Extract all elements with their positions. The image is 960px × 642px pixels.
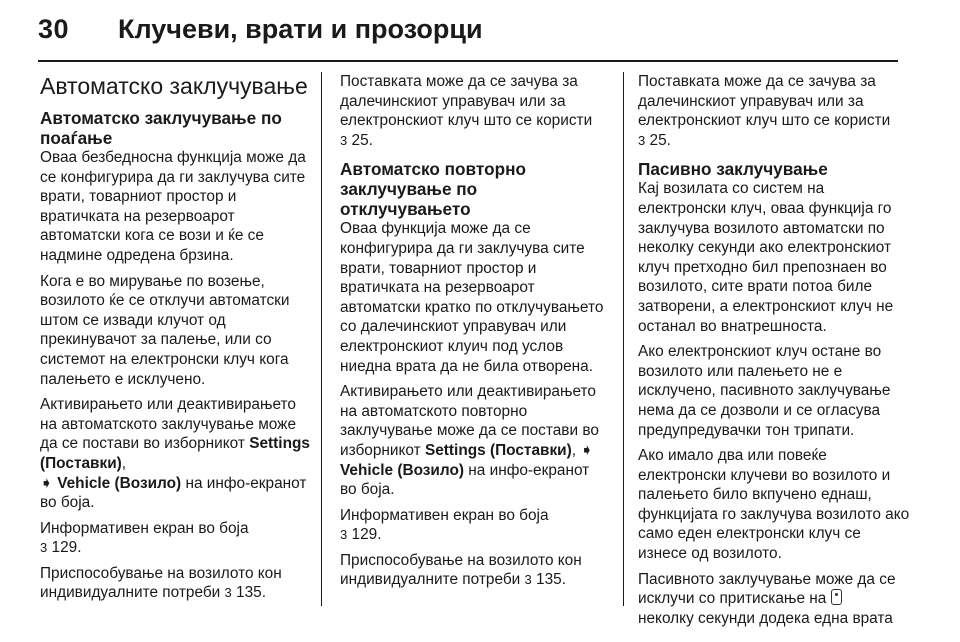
paragraph: Оваа безбедносна функција може да се конфигурира да ги заклучува сите врати, товарниот простор и вратичката на резервоарот автоматски кога се вози и ќе се надмине одредена брзина. (40, 149, 306, 264)
paragraph: Кај возилата со систем на електронски клуч, оваа функција го заклучува возилото автоматски по неколку секунди ако електронскиот клуч претходно бил препознаен во возилото, сите врати потоа биле затворени, а електронскиот клуч не останал во внатрешноста. (638, 180, 894, 335)
paragraph: Информативен екран во боја 3 129. (340, 506, 549, 544)
paragraph: Поставката може да се зачува за далечинскиот управувач или за електронскиот клуч што се користи 3 25. (340, 73, 593, 149)
page-ref-icon: 3 (524, 572, 532, 588)
paragraph: Ако имало два или повеќе електронски клучеви во возилото и палењето било вкпучено еднаш, функцијата го заклучува возилото ако само еден електронски клуч се изнесе од возилото. (638, 447, 910, 563)
key-icon (831, 589, 842, 605)
chapter-title: Клучеви, врати и прозорци (118, 14, 483, 44)
page-ref-icon: 3 (340, 132, 348, 148)
paragraph: Ако електронскиот клуч остане во возилото или палењето не е исклучено, пасивното заклучување нема да се дозволи и се огласува предупредувачки тон трипати. (638, 343, 891, 439)
paragraph: Активирањето или деактивирањето на автоматското заклучување може да се постави во изборникот Settings (Поставки), ➧ Vehicle (Возило) на инфо-екранот во боја. (40, 396, 310, 512)
arrow-icon: ➧ (40, 474, 53, 492)
page-number: 30 (38, 14, 70, 44)
paragraph: Пасивното заклучување може да се исклучи со притискање на неколку секунди додека една врата (638, 570, 896, 627)
paragraph: Приспособување на возилото кон индивидуалните потреби 3 135. (40, 564, 282, 602)
paragraph: Информативен екран во боја 3 129. (40, 519, 249, 557)
page-ref-icon: 3 (638, 132, 646, 148)
paragraph: Кога е во мирување по возење, возилото ќе се отклучи автоматски штом се извади клучот од прекинувачот за палење, или со системот на електронски клуч кога палењето е исклучено. (40, 272, 290, 388)
paragraph: Оваа функција може да се конфигурира да ги заклучува сите врати, товарниот простор и вратичката на резервоарот автоматски кратко по отклучувањето со далечинскиот управувач или електронскиот клуич под услов ниедна врата да не била отворена. (340, 220, 604, 375)
sub-title: Автоматско заклучување по поаѓање (40, 108, 282, 148)
section-title: Автоматско заклучување (40, 73, 308, 99)
menu-vehicle: Vehicle (Возило) (57, 474, 182, 492)
paragraph: Приспособување на возилото кон индивидуалните потреби 3 135. (340, 551, 582, 589)
sub-title: Автоматско повторно заклучување по отклучувањето (340, 159, 526, 220)
column-divider (321, 72, 322, 606)
menu-settings: Settings (Поставки) (40, 435, 310, 472)
menu-settings: Settings (Поставки) (424, 441, 572, 459)
page-ref-icon: 3 (224, 585, 232, 601)
column-divider (623, 72, 624, 606)
column-3 (638, 72, 910, 634)
column-1 (40, 72, 316, 609)
page-ref-icon: 3 (340, 527, 348, 543)
sub-title: Пасивно заклучување (638, 159, 828, 180)
header-divider (38, 60, 898, 62)
paragraph: Поставката може да се зачува за далечинскиот управувач или за електронскиот клуч што се користи 3 25. (638, 73, 891, 149)
paragraph: Активирањето или деактивирањето на автоматското повторно заклучување може да се постави во изборникот Settings (Поставки), ➧ Vehicle (Возило) на инфо-екранот во боја. (340, 383, 599, 499)
page-header (38, 14, 918, 54)
arrow-icon: ➧ (580, 441, 594, 459)
page-ref-icon: 3 (40, 540, 48, 556)
column-2 (340, 72, 610, 596)
menu-vehicle: Vehicle (Возило) (340, 461, 464, 479)
